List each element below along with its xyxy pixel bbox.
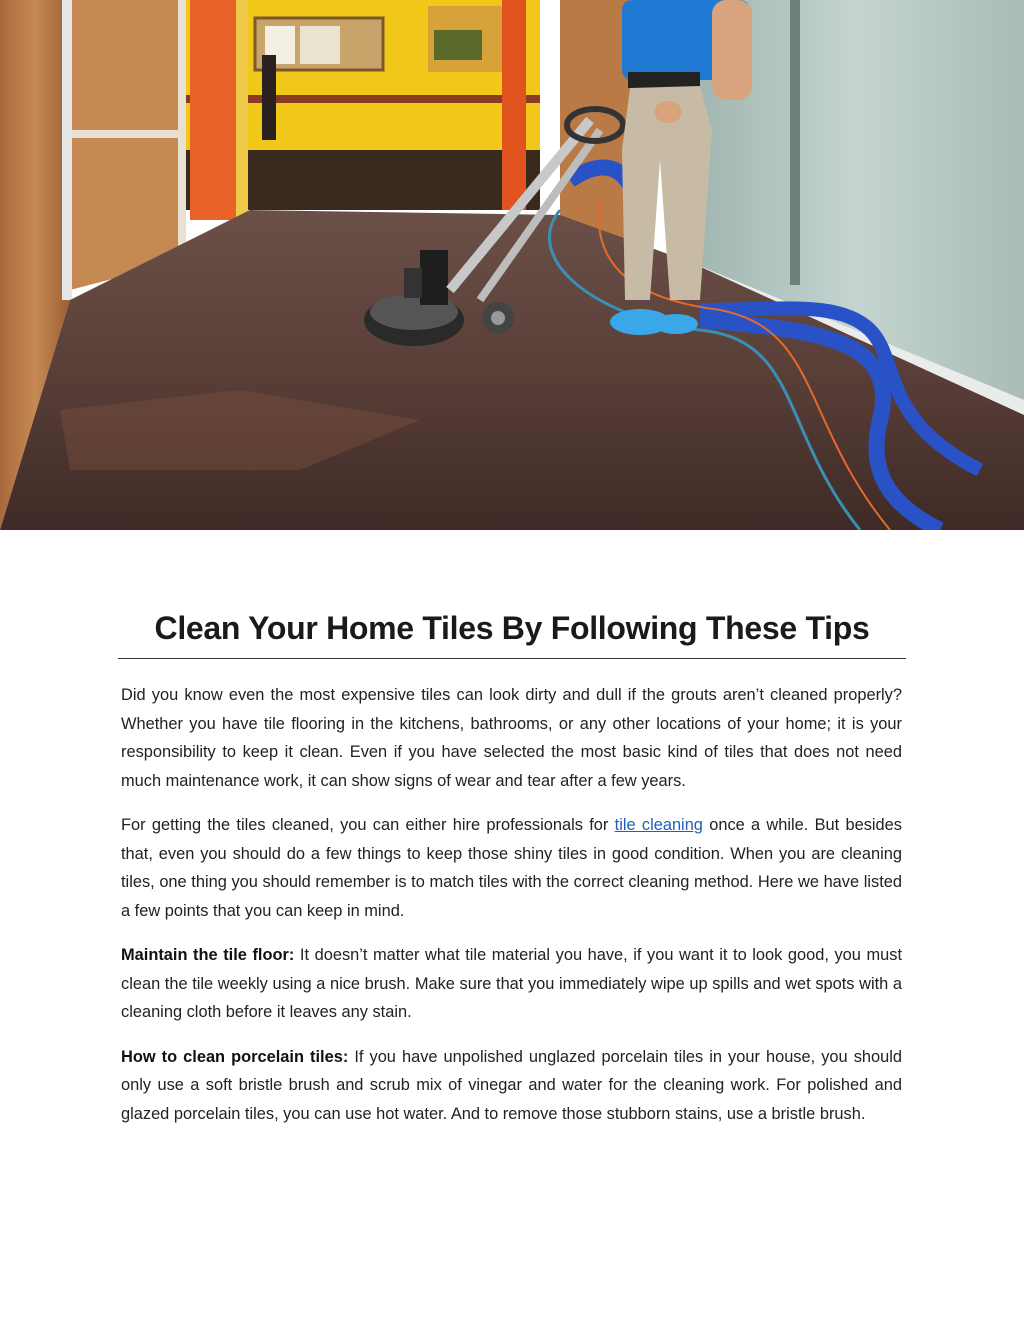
article-title: Clean Your Home Tiles By Following These Tips xyxy=(154,610,870,646)
title-divider xyxy=(118,658,906,659)
carpet-cleaning-illustration xyxy=(0,0,1024,530)
article-body xyxy=(121,681,902,1144)
paragraph-maintain xyxy=(121,941,902,1027)
paragraph-professionals-rest: once a while. But besides that, even you should do a few things to keep those shiny tiles in good condition. When you are cleaning tiles, one thing you should remember is to match tiles with the correct cleaning method. Here we have listed a few points that you can keep in mind. xyxy=(121,816,902,920)
paragraph-professionals-lead: For getting the tiles cleaned, you can either hire professionals for xyxy=(121,816,615,834)
hero-photo xyxy=(0,0,1024,530)
paragraph-porcelain xyxy=(121,1043,902,1129)
paragraph-intro: Did you know even the most expensive tiles can look dirty and dull if the grouts aren’t cleaned properly? Whether you have tile flooring in the kitchens, bathrooms, or any other locations of your home; it is your responsibility to keep it clean. Even if you have selected the most basic kind of tiles that does not need much maintenance work, it can show signs of wear and tear after a few years. xyxy=(121,686,902,790)
maintain-heading: Maintain the tile floor: xyxy=(121,946,295,964)
porcelain-heading: How to clean porcelain tiles: xyxy=(121,1047,349,1066)
paragraph-professionals xyxy=(121,811,902,925)
tile-cleaning-link[interactable]: tile cleaning xyxy=(614,816,703,834)
porcelain-text: If you have unpolished unglazed porcelain tiles in your house, you should only use a soft bristle brush and scrub mix of vinegar and water for the cleaning work. For polished and glazed porcelain tiles, you can use hot water. And to remove those stubborn stains, use a bristle brush. xyxy=(121,1047,902,1123)
maintain-text: It doesn’t matter what tile material you have, if you want it to look good, you must clean the tile weekly using a nice brush. Make sure that you immediately wipe up spills and wet spots with a cleaning cloth before it leaves any stain. xyxy=(121,946,903,1021)
